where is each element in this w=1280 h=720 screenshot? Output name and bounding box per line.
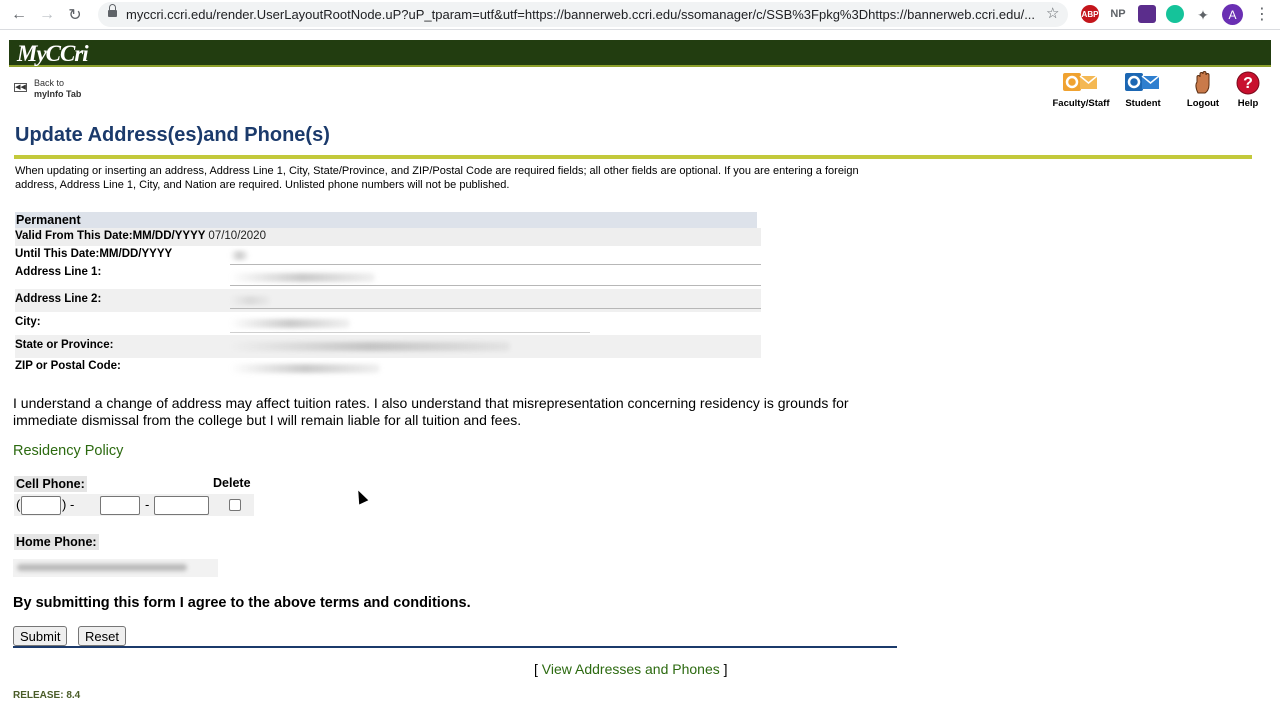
- address-line1-row: [15, 266, 761, 289]
- help-label: Help: [1237, 98, 1259, 109]
- state-field[interactable]: [230, 342, 510, 351]
- intro-text: When updating or inserting an address, Address Line 1, City, State/Province, and ZIP/Postal Code are required fields; all other fields are optional. If you are entering a foreign address, Address Line 1, City, and Nation are required. Unlisted phone numbers will not be published.: [15, 165, 859, 191]
- submit-button[interactable]: Submit: [13, 626, 67, 646]
- reset-button[interactable]: Reset: [78, 626, 126, 646]
- mouse-cursor-icon: [354, 488, 369, 504]
- reload-icon[interactable]: ↻: [68, 7, 82, 24]
- zip-label: ZIP or Postal Code:: [15, 360, 121, 372]
- until-date-label: Until This Date:MM/DD/YYYY: [15, 248, 173, 260]
- cell-phone-row: [14, 494, 254, 516]
- back-arrow-icon[interactable]: ◀◀: [15, 84, 26, 91]
- open-paren: (: [16, 497, 21, 512]
- bracket-open: [: [534, 661, 538, 677]
- delete-column-label: Delete: [213, 476, 251, 490]
- address-bar[interactable]: [98, 2, 1068, 27]
- cell-prefix-input[interactable]: [100, 496, 140, 515]
- back-arrow-icon[interactable]: ←: [11, 6, 27, 23]
- city-bottom-border: [230, 332, 590, 333]
- address-line1-bottom-border: [230, 285, 761, 286]
- student-label: Student: [1125, 98, 1161, 109]
- zip-row: [15, 358, 761, 381]
- puzzle-extensions-icon[interactable]: ✦: [1197, 6, 1209, 23]
- site-banner: [9, 40, 1271, 67]
- browser-toolbar: [0, 0, 1280, 30]
- state-label: State or Province:: [15, 339, 114, 351]
- cell-phone-label: Cell Phone:: [16, 477, 85, 491]
- back-to-myinfo-link[interactable]: [34, 78, 81, 100]
- lock-icon: [108, 8, 117, 19]
- home-phone-value: [13, 559, 218, 577]
- menu-kebab-icon[interactable]: ⋮: [1254, 6, 1270, 23]
- view-addresses-phones-link[interactable]: View Addresses and Phones: [541, 661, 720, 677]
- address-type-header: Permanent: [15, 212, 757, 228]
- city-row: [15, 312, 761, 335]
- residency-policy-link[interactable]: Residency Policy: [13, 443, 124, 459]
- view-addresses-links: [534, 661, 728, 677]
- cell-delete-checkbox[interactable]: [229, 499, 241, 511]
- outlook-blue-icon: [1120, 70, 1166, 96]
- profile-avatar[interactable]: A: [1222, 4, 1243, 25]
- address-line1-top-border: [230, 264, 761, 265]
- until-date-row: [15, 246, 761, 266]
- bookmark-star-icon[interactable]: ☆: [1046, 5, 1060, 22]
- valid-from-label: Valid From This Date:MM/DD/YYYY 07/10/2020: [15, 230, 266, 242]
- outlook-orange-icon: [1046, 70, 1116, 96]
- forward-arrow-icon[interactable]: →: [39, 6, 55, 23]
- student-link[interactable]: [1120, 70, 1166, 109]
- adblock-extension-icon[interactable]: ABP: [1081, 5, 1099, 23]
- bottom-divider: [13, 646, 897, 648]
- address-line1-field[interactable]: [230, 273, 375, 282]
- address-line2-label: Address Line 2:: [15, 293, 102, 305]
- bracket-close: ]: [723, 661, 728, 677]
- address-section: [15, 212, 761, 381]
- city-label: City:: [15, 316, 41, 328]
- logout-hand-icon: [1183, 70, 1223, 96]
- grid-extension-icon[interactable]: [1138, 5, 1156, 23]
- zip-field[interactable]: [230, 364, 380, 373]
- help-link[interactable]: [1232, 70, 1264, 109]
- title-divider: [14, 155, 1252, 159]
- cell-area-code-input[interactable]: [21, 496, 61, 515]
- city-field[interactable]: [230, 319, 350, 328]
- address-line2-field[interactable]: [230, 296, 270, 305]
- phone-dash: -: [145, 497, 150, 512]
- url-text[interactable]: myccri.ccri.edu/render.UserLayoutRootNode.uP?uP_tparam=utf&utf=https://bannerweb.ccri.edu/ssomanager/c/SSB%3Fpkg%3Dhttps://bannerweb.ccri.edu/...: [126, 7, 1036, 22]
- back-link-line1: Back to: [34, 78, 65, 88]
- home-phone-label: Home Phone:: [16, 535, 97, 549]
- svg-text:?: ?: [1243, 75, 1253, 92]
- faculty-staff-link[interactable]: [1046, 70, 1116, 109]
- page-title: Update Address(es)and Phone(s): [15, 124, 330, 146]
- logout-label: Logout: [1186, 98, 1220, 109]
- grammarly-extension-icon[interactable]: [1166, 5, 1184, 23]
- address-line1-label: Address Line 1:: [15, 266, 102, 278]
- residency-statement: I understand a change of address may affect tuition rates. I also understand that misrepresentation concerning residency is grounds for immediate dismissal from the college but I will remain liable for all tuition and fees.: [13, 395, 849, 428]
- valid-from-value: 07/10/2020: [208, 230, 266, 242]
- state-row: [15, 335, 761, 358]
- release-version: RELEASE: 8.4: [13, 690, 81, 701]
- cell-line-number-input[interactable]: [154, 496, 209, 515]
- agree-terms-text: By submitting this form I agree to the above terms and conditions.: [13, 595, 471, 611]
- back-link-line2: myInfo Tab: [34, 89, 82, 99]
- until-date-field[interactable]: [230, 251, 248, 260]
- valid-from-row: [15, 228, 761, 246]
- np-extension-icon[interactable]: NP: [1110, 8, 1126, 20]
- faculty-staff-label: Faculty/Staff: [1052, 98, 1110, 109]
- address-line2-row: [15, 289, 761, 312]
- myccri-logo[interactable]: MyCCri: [17, 41, 88, 66]
- logout-link[interactable]: [1183, 70, 1223, 109]
- help-question-icon: [1232, 70, 1264, 96]
- close-paren-dash: ) -: [62, 497, 75, 512]
- address-line2-bottom-border: [230, 308, 761, 309]
